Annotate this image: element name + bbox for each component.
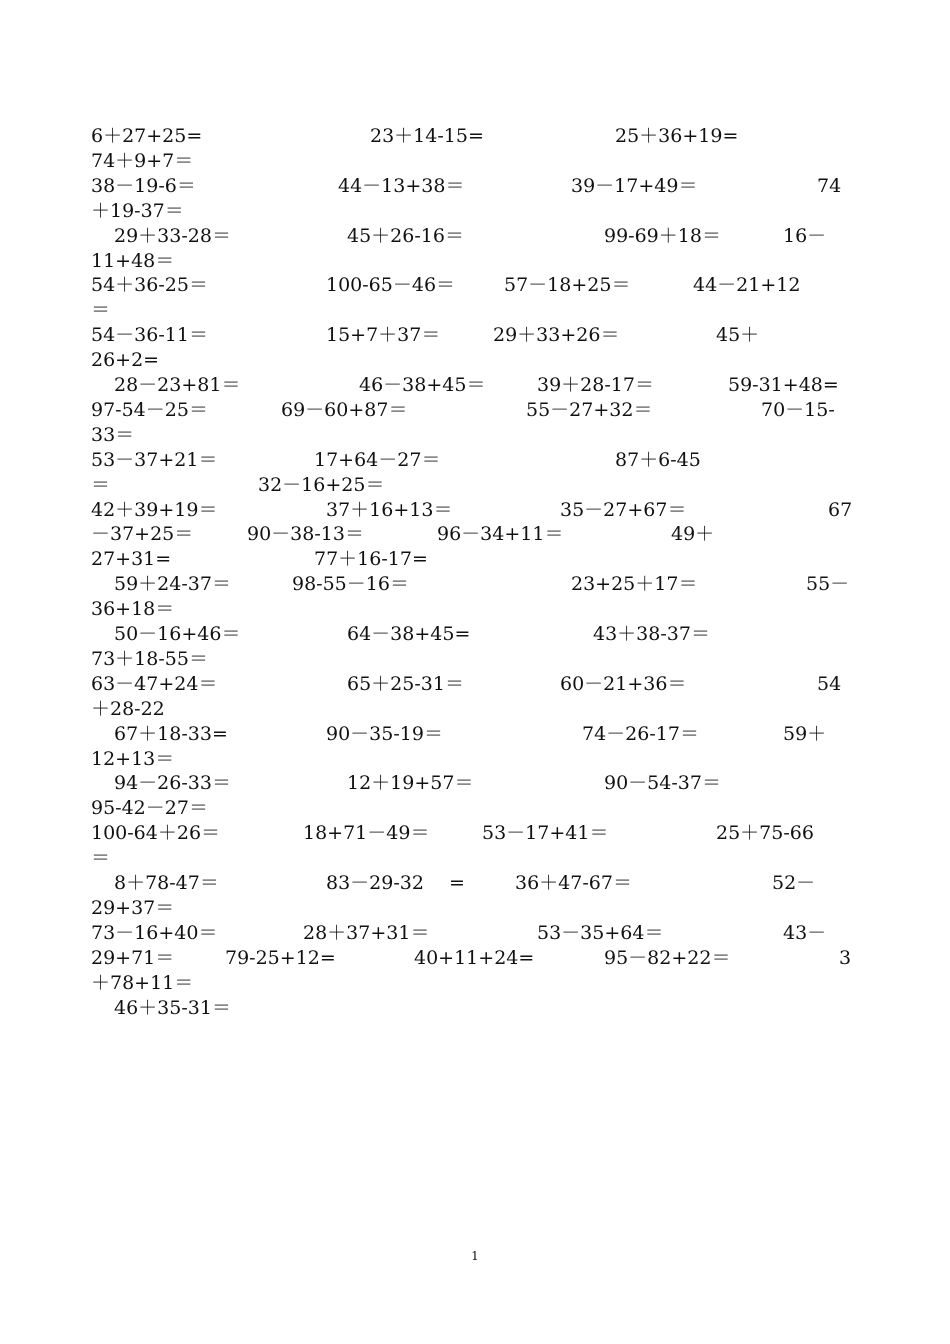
arithmetic-problem: 39－17+49＝ [571, 174, 698, 197]
arithmetic-problem: 69－60+87＝ [281, 398, 408, 421]
problem-line [0, 174, 950, 198]
arithmetic-problem: 67＋18-33= [114, 722, 228, 745]
arithmetic-problem: 95－82+22＝ [604, 946, 731, 969]
arithmetic-problem: 32－16+25＝ [258, 473, 385, 496]
arithmetic-problem: 49＋ [671, 523, 715, 546]
problem-line [0, 423, 950, 447]
arithmetic-problem: 57－18+25＝ [504, 274, 631, 297]
arithmetic-problem: 40+11+24= [414, 946, 535, 969]
arithmetic-problem: 90－38-13＝ [247, 523, 364, 546]
arithmetic-problem: 18+71－49＝ [303, 822, 430, 845]
arithmetic-problem: 42＋39+19＝ [91, 498, 218, 521]
arithmetic-problem: 46＋35-31＝ [114, 996, 231, 1019]
arithmetic-problem: 45＋ [716, 324, 760, 347]
arithmetic-problem: 35－27+67＝ [560, 498, 687, 521]
arithmetic-problem: 36+18＝ [91, 598, 175, 621]
arithmetic-problem: 3 [839, 946, 852, 969]
arithmetic-problem: ＝ [91, 847, 111, 870]
arithmetic-problem: 53－35+64＝ [537, 921, 664, 944]
arithmetic-problem: 65＋25-31＝ [347, 672, 464, 695]
arithmetic-problem: 16－ [783, 224, 827, 247]
arithmetic-problem: 26+2= [91, 349, 160, 372]
arithmetic-problem: 33＝ [91, 423, 135, 446]
problem-line [0, 846, 950, 870]
arithmetic-problem: 54 [817, 672, 842, 695]
arithmetic-problem: 74＋9+7＝ [91, 149, 194, 172]
problem-line [0, 149, 950, 173]
arithmetic-problem: 59-31+48= [728, 374, 839, 396]
problem-line [0, 199, 950, 223]
problem-line [0, 323, 950, 347]
problem-line [0, 896, 950, 920]
problem-line [0, 672, 950, 696]
arithmetic-problem: 74－26-17＝ [582, 722, 699, 745]
arithmetic-problem: 74 [817, 174, 842, 197]
arithmetic-problem: 29＋33+26＝ [493, 324, 620, 347]
arithmetic-problem: 12＋19+57＝ [347, 772, 474, 795]
arithmetic-problem: 73＋18-55＝ [91, 647, 208, 670]
arithmetic-problem: 53－17+41＝ [482, 822, 609, 845]
arithmetic-problem: ＋19-37＝ [91, 199, 184, 222]
arithmetic-problem: 90－35-19＝ [326, 722, 443, 745]
problem-line [0, 498, 950, 522]
arithmetic-problem: = [449, 872, 465, 894]
problem-line [0, 373, 950, 397]
problem-line [0, 298, 950, 322]
problem-line [0, 771, 950, 795]
arithmetic-problem: 96－34+11＝ [437, 523, 564, 546]
arithmetic-problem: 25＋36+19= [615, 125, 739, 147]
problem-line [0, 398, 950, 422]
problem-line [0, 572, 950, 596]
problem-line [0, 249, 950, 273]
arithmetic-problem: 59＋24-37＝ [114, 573, 231, 596]
problem-line [0, 124, 950, 148]
arithmetic-problem: 55－ [806, 573, 850, 596]
arithmetic-problem: 8＋78-47＝ [114, 872, 219, 894]
arithmetic-problem: ＋78+11＝ [91, 971, 194, 994]
arithmetic-problem: 53－37+21＝ [91, 448, 218, 471]
problem-line [0, 796, 950, 820]
problem-line [0, 224, 950, 248]
problem-line [0, 821, 950, 845]
arithmetic-problem: 25＋75-66 [716, 822, 814, 845]
arithmetic-problem: 36＋47-67＝ [515, 872, 632, 894]
arithmetic-problem: 87＋6-45 [615, 448, 701, 471]
arithmetic-problem: 77＋16-17= [314, 548, 428, 571]
arithmetic-problem: 67 [828, 498, 853, 521]
problem-line [0, 348, 950, 372]
problem-line [0, 946, 950, 970]
problem-line [0, 522, 950, 546]
arithmetic-problem: 37＋16+13＝ [326, 498, 453, 521]
arithmetic-problem: 44－21+12 [693, 274, 801, 297]
arithmetic-problem: ＋28-22 [91, 697, 165, 720]
arithmetic-problem: 98-55－16＝ [292, 573, 409, 596]
arithmetic-problem: 54－36-11＝ [91, 324, 208, 347]
arithmetic-problem: 6＋27+25= [91, 125, 203, 147]
arithmetic-problem: 23＋14-15= [370, 125, 484, 147]
arithmetic-problem: 83－29-32 [326, 872, 424, 894]
problem-line [0, 747, 950, 771]
problem-line [0, 971, 950, 995]
arithmetic-problem: 44－13+38＝ [338, 174, 465, 197]
arithmetic-problem: 73－16+40＝ [91, 921, 218, 944]
arithmetic-problem: 97-54－25＝ [91, 398, 208, 421]
arithmetic-problem: 52－ [772, 872, 816, 894]
arithmetic-problem: 29+37＝ [91, 896, 175, 919]
problem-line [0, 996, 950, 1020]
arithmetic-problem: 29+71＝ [91, 946, 175, 969]
arithmetic-problem: 64－38+45= [347, 623, 471, 645]
arithmetic-problem: 59＋ [783, 722, 827, 745]
arithmetic-problem: 70－15- [761, 398, 835, 421]
arithmetic-problem: 15+7＋37＝ [326, 324, 441, 347]
arithmetic-problem: 11+48＝ [91, 249, 175, 272]
arithmetic-problem: 94－26-33＝ [114, 772, 231, 795]
arithmetic-problem: 90－54-37＝ [604, 772, 721, 795]
arithmetic-problem: －37+25＝ [91, 523, 194, 546]
arithmetic-problem: 54＋36-25＝ [91, 274, 208, 297]
problem-line [0, 622, 950, 646]
arithmetic-problem: 39＋28-17＝ [537, 374, 654, 396]
arithmetic-problem: 43－ [783, 921, 827, 944]
arithmetic-problem: 50－16+46＝ [114, 623, 241, 645]
problem-line [0, 647, 950, 671]
arithmetic-problem: 28＋37+31＝ [303, 921, 430, 944]
arithmetic-problem: 100-65－46＝ [326, 274, 456, 297]
arithmetic-problem: 95-42－27＝ [91, 797, 208, 820]
arithmetic-problem: 23+25＋17＝ [571, 573, 698, 596]
arithmetic-problem: 60－21+36＝ [560, 672, 687, 695]
problem-line [0, 921, 950, 945]
arithmetic-problem: 12+13＝ [91, 747, 175, 770]
arithmetic-problem: ＝ [91, 473, 111, 496]
arithmetic-problem: 28－23+81＝ [114, 374, 241, 396]
arithmetic-problem: 46－38+45＝ [359, 374, 486, 396]
problem-line [0, 871, 950, 895]
problem-line [0, 597, 950, 621]
problem-line [0, 697, 950, 721]
page-number: 1 [471, 1249, 479, 1263]
arithmetic-problem: 79-25+12= [225, 946, 336, 969]
arithmetic-problem: 63－47+24＝ [91, 672, 218, 695]
problem-line [0, 448, 950, 472]
arithmetic-problem: 55－27+32＝ [526, 398, 653, 421]
problem-line [0, 473, 950, 497]
problem-line [0, 273, 950, 297]
arithmetic-problem: ＝ [91, 299, 111, 322]
arithmetic-problem: 99-69＋18＝ [604, 224, 721, 247]
problem-line [0, 547, 950, 571]
arithmetic-problem: 17+64－27＝ [314, 448, 441, 471]
arithmetic-problem: 100-64＋26＝ [91, 822, 221, 845]
arithmetic-problem: 43＋38-37＝ [593, 623, 710, 645]
arithmetic-problem: 27+31= [91, 548, 172, 571]
arithmetic-problem: 38－19-6＝ [91, 174, 196, 197]
arithmetic-problem: 29＋33-28＝ [114, 224, 231, 247]
problem-line [0, 722, 950, 746]
arithmetic-problem: 45＋26-16＝ [347, 224, 464, 247]
